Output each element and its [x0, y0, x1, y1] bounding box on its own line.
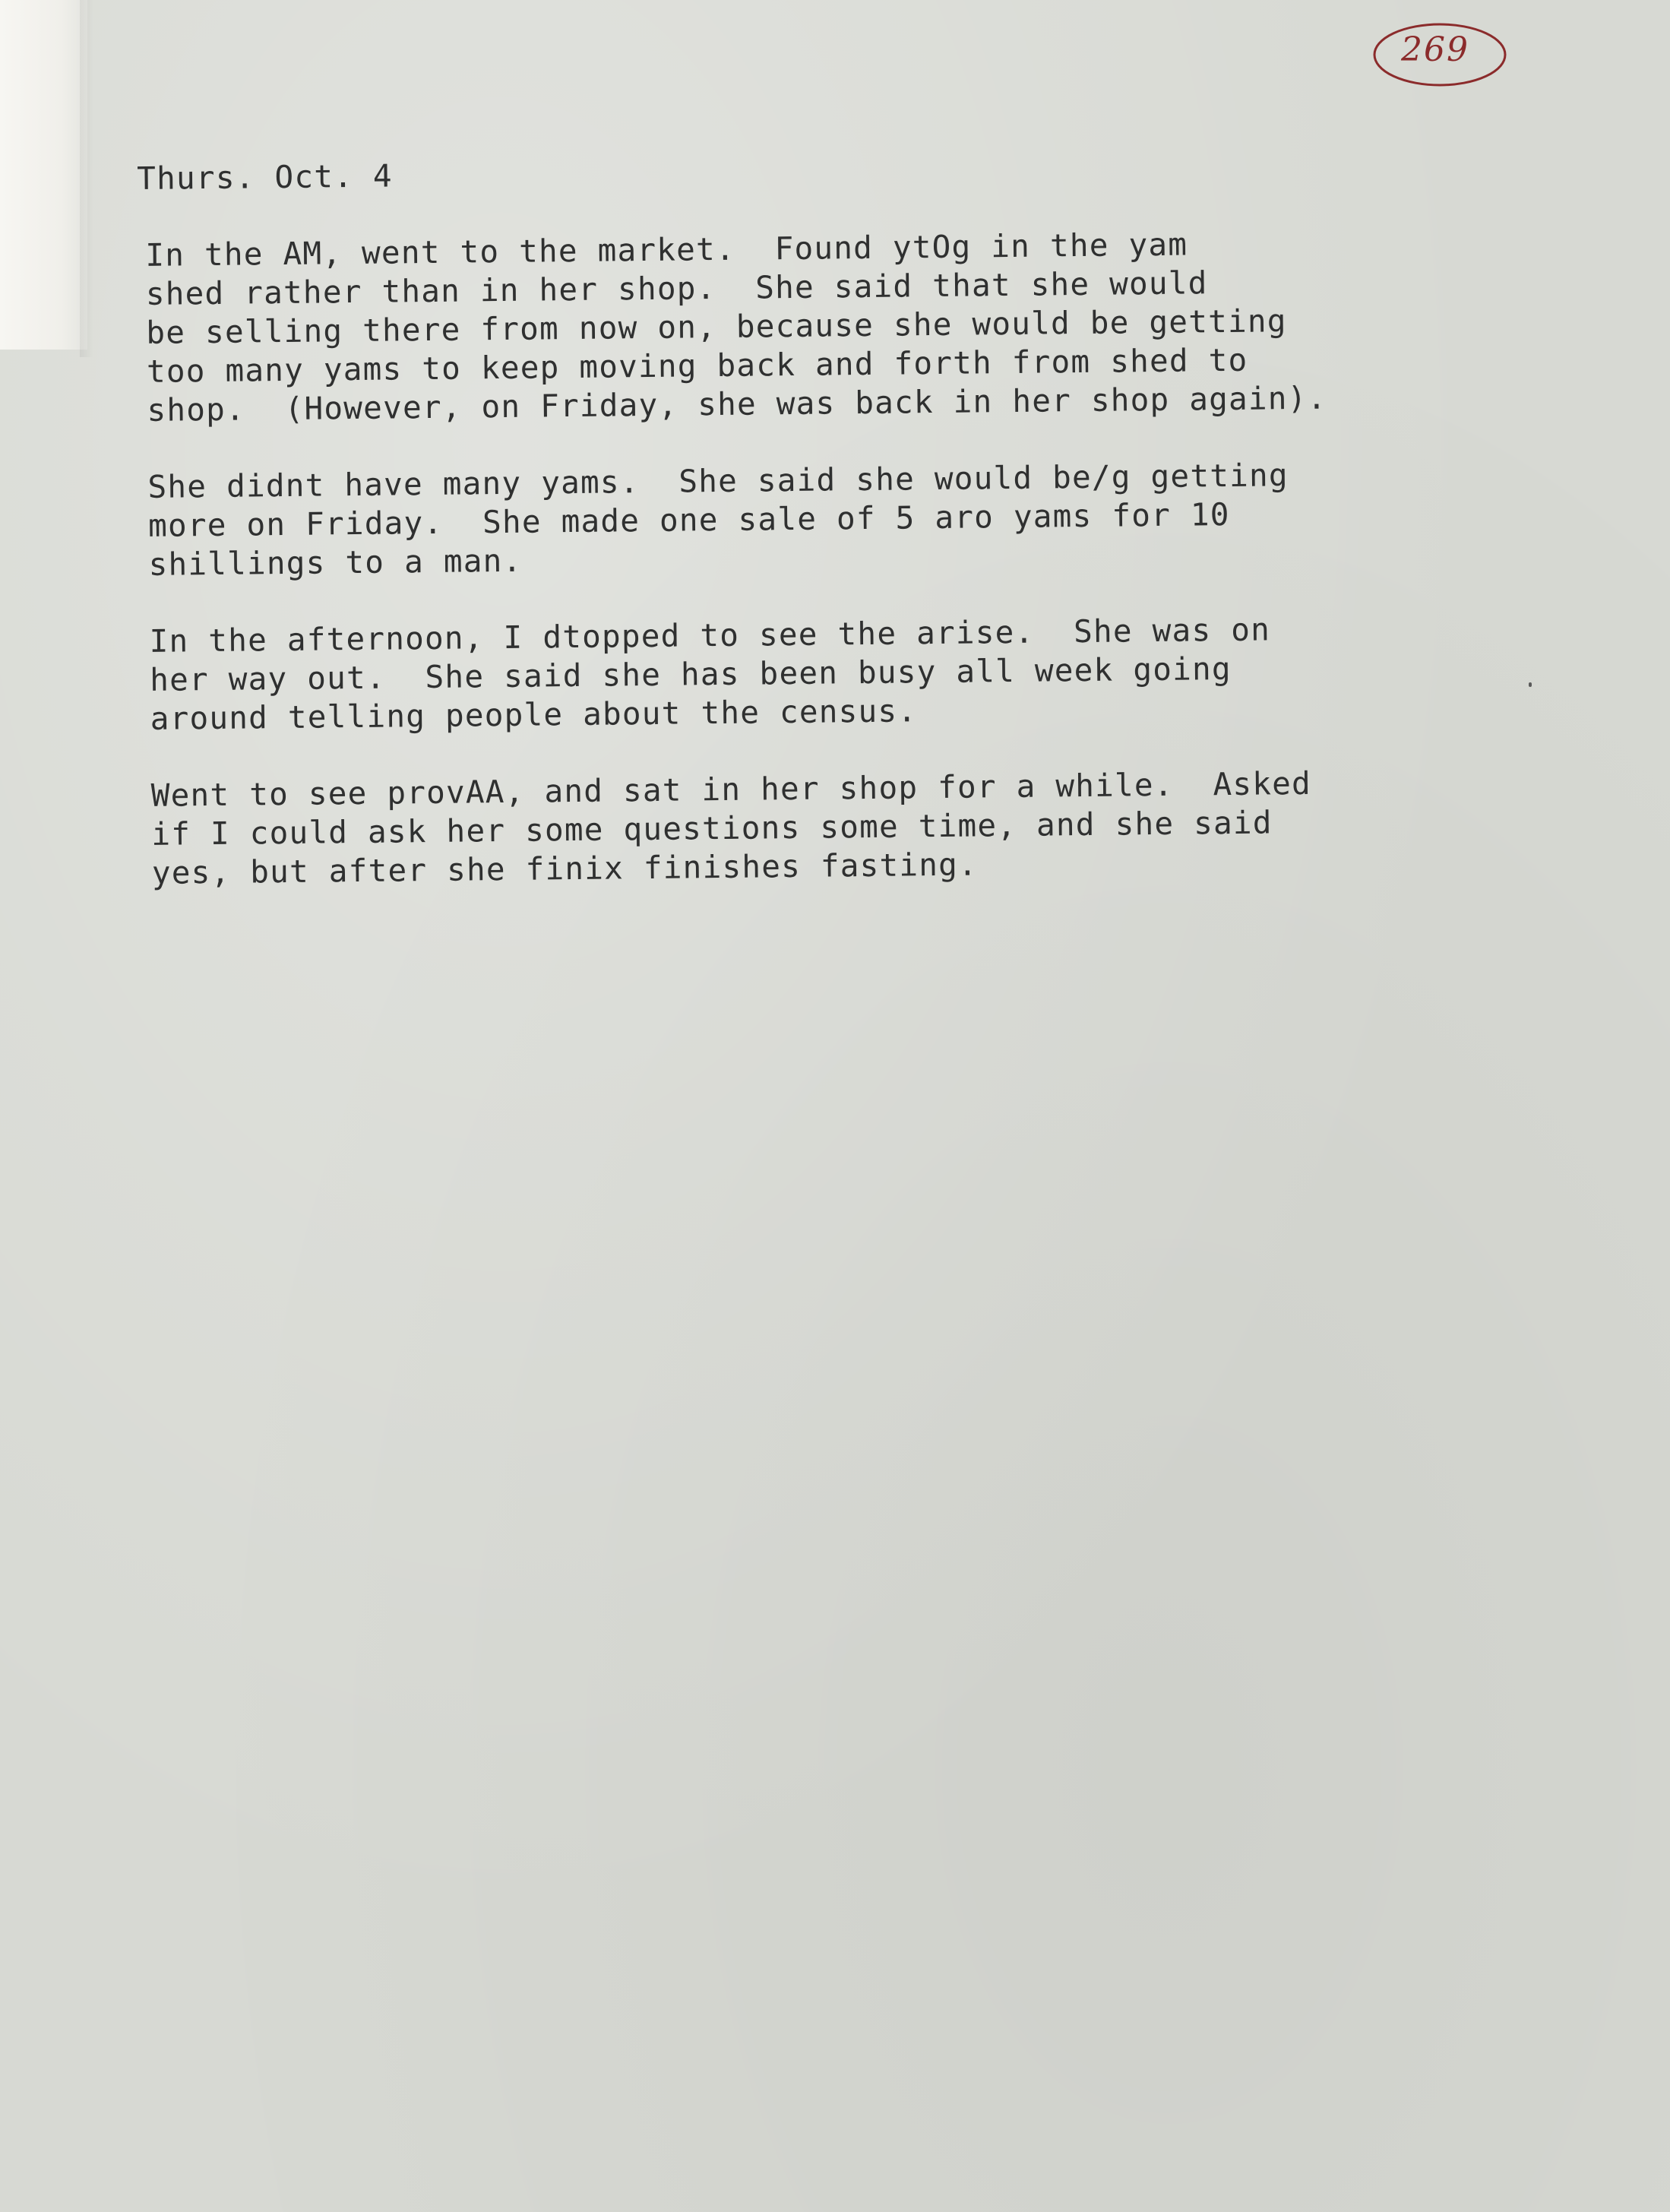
text-line: too many yams to keep moving back and forth from shed to [146, 341, 1248, 390]
paper-edge-strip [0, 0, 87, 350]
paragraph-market-visit [145, 222, 1523, 430]
text-line: around telling people about the census. [150, 692, 918, 737]
typed-notes [137, 145, 1528, 931]
entry-date: Thurs. Oct. 4 [137, 157, 393, 197]
text-line: yes, but after she finix finishes fasting. [151, 846, 979, 891]
paragraph-yam-sale [147, 454, 1524, 584]
text-line: shed rather than in her shop. She said that she would [145, 264, 1208, 312]
text-line: shillings to a man. [148, 542, 523, 583]
text-line: In the AM, went to the market. Found ytOg in the yam [145, 226, 1188, 274]
text-line: her way out. She said she has been busy all week going [149, 650, 1232, 698]
paragraph-afternoon [149, 608, 1526, 739]
circled-page-number [1372, 21, 1507, 88]
text-line: Went to see provAA, and sat in her shop for a while. Asked [150, 764, 1312, 814]
text-line: more on Friday. She made one sale of 5 aro yams for 10 [147, 495, 1230, 544]
text-line: She didnt have many yams. She said she would be/g getting [147, 457, 1289, 505]
text-line: shop. (However, on Friday, she was back in her shop again). [147, 379, 1327, 429]
text-line: if I could ask her some questions some time, and she said [151, 804, 1273, 853]
text-line: be selling there from now on, because she would be getting [146, 302, 1287, 351]
paper-edge-shadow [80, 0, 93, 357]
stray-ink-mark [1529, 682, 1532, 687]
page-number-text: 269 [1401, 30, 1469, 69]
paragraph-prov-visit [151, 762, 1528, 893]
text-line: In the afternoon, I dtopped to see the arise. She was on [149, 611, 1271, 660]
